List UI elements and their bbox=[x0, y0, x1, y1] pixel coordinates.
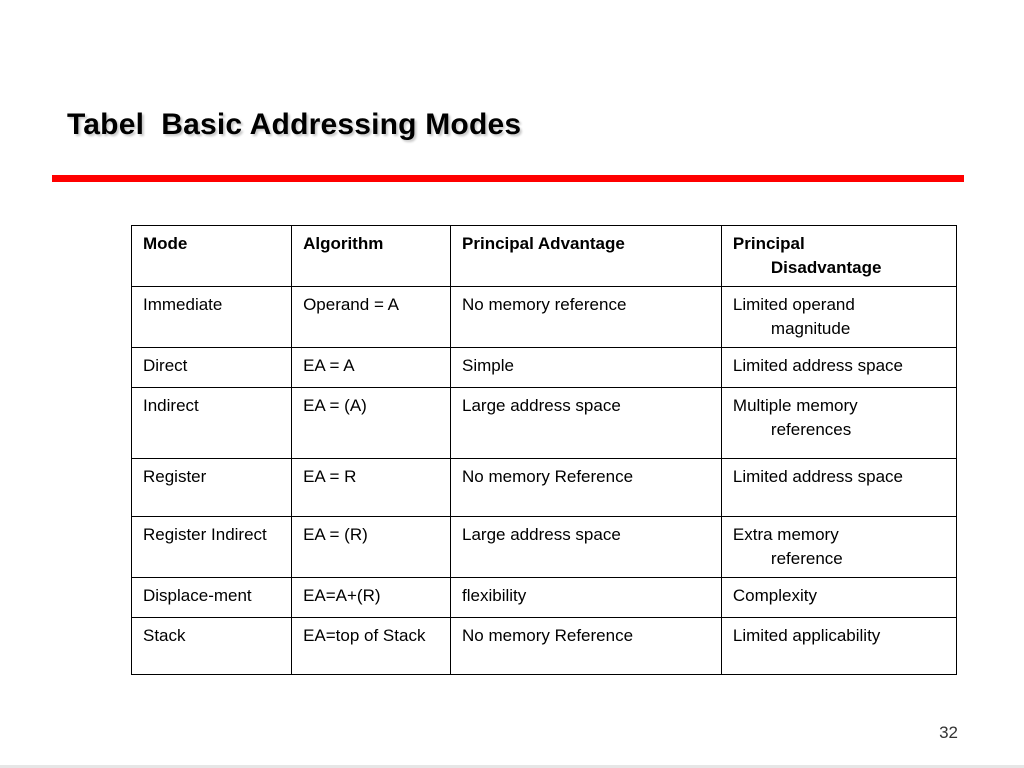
cell-disadvantage bbox=[721, 287, 956, 348]
cell-disadvantage-line1: Multiple memory bbox=[732, 396, 858, 415]
cell-advantage: No memory Reference bbox=[451, 618, 722, 675]
cell-mode: Register Indirect bbox=[132, 517, 292, 578]
cell-advantage: No memory Reference bbox=[451, 459, 722, 517]
cell-disadvantage-line2: magnitude bbox=[770, 319, 851, 338]
table-row bbox=[132, 578, 957, 618]
cell-advantage: No memory reference bbox=[451, 287, 722, 348]
addressing-modes-table bbox=[131, 225, 957, 675]
cell-mode: Direct bbox=[132, 348, 292, 388]
header-disadvantage-line2: Disadvantage bbox=[770, 258, 882, 277]
cell-mode: Indirect bbox=[132, 388, 292, 459]
cell-disadvantage: Complexity bbox=[721, 578, 956, 618]
table-row bbox=[132, 459, 957, 517]
cell-disadvantage bbox=[721, 388, 956, 459]
header-mode: Mode bbox=[132, 226, 292, 287]
header-disadvantage-line1: Principal bbox=[732, 234, 805, 253]
table-row bbox=[132, 618, 957, 675]
table-row bbox=[132, 348, 957, 388]
header-algorithm: Algorithm bbox=[292, 226, 451, 287]
cell-algorithm: EA = R bbox=[292, 459, 451, 517]
cell-disadvantage: Limited applicability bbox=[721, 618, 956, 675]
cell-mode: Displace-ment bbox=[132, 578, 292, 618]
cell-disadvantage-line2: reference bbox=[770, 549, 843, 568]
table-row bbox=[132, 517, 957, 578]
table-header-row bbox=[132, 226, 957, 287]
cell-advantage: Simple bbox=[451, 348, 722, 388]
cell-advantage: Large address space bbox=[451, 517, 722, 578]
cell-disadvantage-line2: references bbox=[770, 420, 852, 439]
cell-algorithm: EA = A bbox=[292, 348, 451, 388]
page-number: 32 bbox=[939, 723, 958, 742]
cell-algorithm: EA=top of Stack bbox=[292, 618, 451, 675]
cell-algorithm: EA = (A) bbox=[292, 388, 451, 459]
cell-disadvantage-line1: Extra memory bbox=[732, 525, 839, 544]
cell-algorithm: Operand = A bbox=[292, 287, 451, 348]
cell-mode: Stack bbox=[132, 618, 292, 675]
cell-disadvantage bbox=[721, 517, 956, 578]
cell-algorithm: EA=A+(R) bbox=[292, 578, 451, 618]
cell-advantage: flexibility bbox=[451, 578, 722, 618]
header-advantage: Principal Advantage bbox=[451, 226, 722, 287]
cell-mode: Immediate bbox=[132, 287, 292, 348]
cell-mode: Register bbox=[132, 459, 292, 517]
header-disadvantage bbox=[721, 226, 956, 287]
title-divider bbox=[52, 175, 964, 182]
cell-disadvantage-line1: Limited operand bbox=[732, 295, 855, 314]
cell-disadvantage: Limited address space bbox=[721, 348, 956, 388]
table-row bbox=[132, 287, 957, 348]
cell-disadvantage: Limited address space bbox=[721, 459, 956, 517]
cell-advantage: Large address space bbox=[451, 388, 722, 459]
table-row bbox=[132, 388, 957, 459]
slide-title: Tabel Basic Addressing Modes bbox=[67, 108, 522, 141]
cell-algorithm: EA = (R) bbox=[292, 517, 451, 578]
